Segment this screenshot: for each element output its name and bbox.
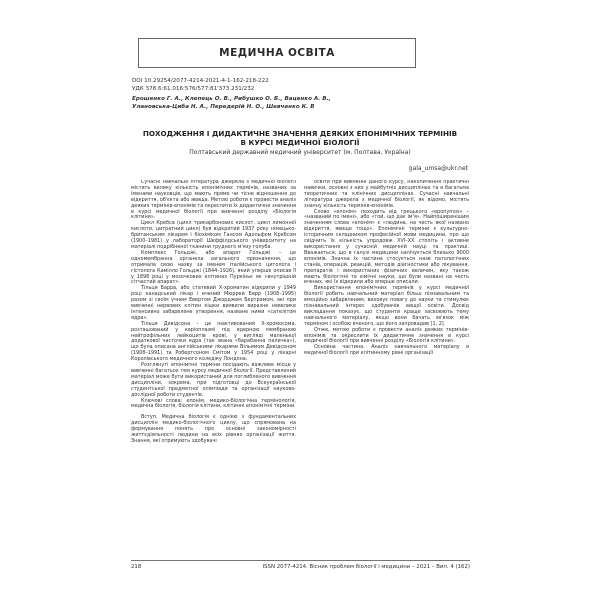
page-number: 218 (131, 564, 142, 570)
right-text-column (304, 180, 469, 560)
authors-line-1: Ерошенко Г. А., Клепець О. В., Рибушко О. Б., Ваценко А. В., (132, 96, 331, 102)
authors-line-2: Улановська-Циба Н. А., Передерій Н. О., Шевченко К. В (132, 104, 315, 110)
section-header-box (138, 38, 416, 68)
doi-line: DOI 10.29254/2077-4214-2021-4-1-162-218-222 (132, 78, 269, 84)
article-title-line-1: ПОХОДЖЕННЯ І ДИДАКТИЧНЕ ЗНАЧЕННЯ ДЕЯКИХ ЕПОНІМІЧНИХ ТЕРМІНІВ (142, 129, 458, 138)
body-paragraph: Використання епонімічних термінів у курсі медичної біології робить навчальний матеріал більш пізнавальним та емоційно забарвленим, виховує повагу до науки та стимулює пізнавальний інтерес здобувачів вищої освіти. Досвід викладання показує, що студенти краще засвоюють тему навчального матеріалу, якщо вони бачать зв'язок між терміном і особою вченого, що його запровадив [1, 2]. (304, 285, 469, 327)
article-title (130, 130, 470, 147)
abstract-paragraph: Тільця Девідсона – це інактивований Х-хромосома, розташований у каріоплазмі під ядерною мембраною нейтрофільних лейкоцитів крові, у вигляді маленької додаткової часточки ядра (так звана «барабанна паличка»), що була описана англійськими лікарями Вільямом Девідсоном (1908–1991) та Робертсоном Смітом у 1954 році у лікарні Королівського медичного коледжу Лондона. (131, 320, 296, 363)
keywords-paragraph: Ключові слова: епонім, медико-біологічна термінологія, медична біологія, біологія клітини, клітинні епонімічні терміни. (131, 397, 296, 410)
abstract-paragraph: Комплекс Гольджі, або апарат Гольджі – це одномембранна органела загального призначення, що отримала свою назву за іменем італійського цитолога і гістолога Камілло Гольджі (1844–1926), який уперше описав її у 1898 році у мозочкових клітинах Пуркіньє як «внутрішній сітчастий апарат». (131, 249, 296, 286)
abstract-paragraph: Сучасні навчальні література джерела з медичної біології містять велику кількість епонімічних термінів, названих за іменами науковців, що мають пряме чи тісне відношення до відкриття, об'єкта або явища. Метою роботи є провести аналіз деяких термінів-епонімів та окреслити їх дидактичне значення в курсі медичної біології при вивченні розділу «Біологія клітини». (131, 180, 296, 221)
article-title-line-2: В КУРСІ МЕДИЧНОЇ БІОЛОГІЇ (240, 137, 360, 147)
contact-email: gala_umsa@ukr.net (408, 165, 468, 172)
body-paragraph: Слово «епонім» походить від грецького «eponymos» – «названий по імені», або «той, що дає ім'я». Найпоширенішим значенням слова «епонім» є «людина, на честь якої названо відкриття, явище тощо». Епонімічні терміни є культурно-історичним складником професійної мови медицини, про що свідчить їх кількість упродовж XVI–XX століть і активне використання у сучасній медичній науці та практиці. Вважається, що в галузі медицини налічується близько 9000 епонімів. Значна їх частина стосується назв патологічних станів, операцій, реакцій, методів діагностики або лікування, препаратів і використаних фізичних величин, яку також мають біологічні та хімічні науки, що були названі на честь вчених, які їх відкрили або вперше описали. (304, 208, 469, 286)
affiliation: Полтавський державний медичний університет (м. Полтава, Україна) (189, 149, 411, 156)
section-title: МЕДИЧНА ОСВІТА (219, 47, 335, 59)
journal-citation: ISSN 2077-4214. Вісник проблем біології і медицини – 2021 – Вип. 4 (162) (262, 564, 470, 570)
udc-line: УДК 378.6:61.016:576/577:81'373.231/232 (132, 86, 255, 92)
abstract-paragraph: Розглянуті епонімічні терміни посідають важливе місце у вивченні багатьох тем курсу медичної біології. Представлений матеріал може бути використаний для поглибленого вивчення дисципліни, зокрема, при підготовці до Всеукраїнської студентської предметної олімпіади та організації науково-дослідної роботи студентів. (131, 362, 296, 398)
footer-divider (131, 560, 470, 561)
abstract-paragraph: Цикл Кребса (цикл трикарбонових кислот, цикл лимонної кислоти, цитратний цикл) був відкритий 1937 року німецько-британським лікарем і біохіміком Гансом Адольфом Кребсом (1900–1981) у лабораторії Шеффілдського університету на матеріалі подрібненої тканини грудного м'язу голуба. (131, 220, 296, 250)
body-paragraph: освіти при вивченні даного курсу, накопичення практичні навички, основні з них у майбутніх дисциплінах та в багатьма теоретичних та клінічних дисциплінах. Сучасні навчальні література джерела з медичної біології, як відомо, містять значну кількість термінів-епонімів. (304, 180, 469, 209)
body-paragraph: Отже, метою роботи є провести аналіз деяких термінів-епонімів та окреслити їх дидактичне значення в курсі медичної біології при вивченні розділу «Біологія клітини». (304, 326, 469, 345)
left-text-column (131, 180, 296, 560)
body-paragraph: Основна частина. Аналіз навчального матеріалу в медичної біології при клітинному рівні організації (304, 344, 469, 357)
abstract-paragraph: Тільця Барра, або статевий Х-хроматин відкрили у 1949 році канадський лікар і вчений Мюррей Барр (1908–1995) разом зі своїм учнем Евертом Джорджем Бертрамом, які при вивченні нервових клітин кішки виявили виразне невелике інтенсивно забарвлене утворення, назване ними «сателітом ядра». (131, 285, 296, 321)
introduction-paragraph: Вступ. Медична біологія є однією з фундаментальних дисциплін медико-біологічного циклу, що спрямована на формування понять про основні закономірності життєдіяльності людини на всіх рівнях організації життя. Знання, які отримують здобувачі (131, 414, 296, 444)
